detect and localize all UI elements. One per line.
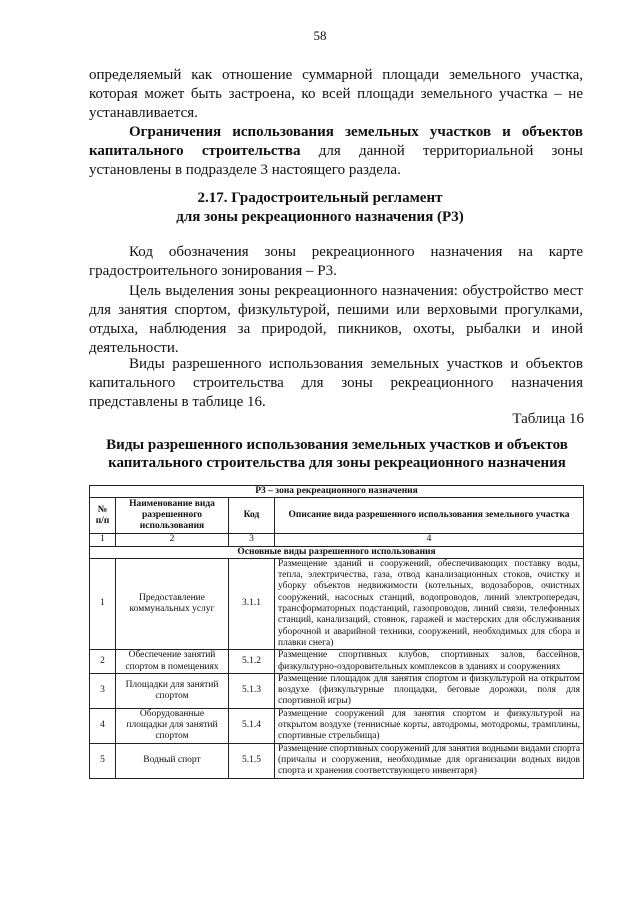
column-header-row [90,498,584,534]
row-name: Оборудованные площадки для занятий спортом [116,708,229,743]
col-number: 1 [90,534,116,546]
section-title-line-1: 2.17. Градостроительный регламент [197,190,443,206]
row-code: 3.1.1 [229,558,275,649]
row-code: 5.1.3 [229,673,275,708]
table-label: Таблица 16 [512,411,584,427]
col-number: 4 [275,534,584,546]
zone-header: Р3 – зона рекреационного назначения [90,486,584,498]
row-desc: Размещение спортивных клубов, спортивных залов, бассейнов, физкультурно-оздоровительных комплексов в зданиях и сооружениях [275,650,584,674]
table-row [90,708,584,743]
header-num: № п/п [90,498,116,534]
section-title-line-2: для зоны рекреационного назначения (Р3) [176,209,464,225]
row-desc: Размещение зданий и сооружений, обеспечивающих поставку воды, тепла, электричества, газа, отвод канализационных стоков, очистку и уборку объектов недвижимости (котельных, водозаборов, очистных сооружений, насосных станций, водопроводов, линий электропередач, трансформаторных подстанций, газопроводов, линий связи, телефонных станций, канализаций, стоянок, гаражей и мастерских для обслуживания уборочной и аварийной техники, сооружений, необходимых для сбора и плавки снега) [275,558,584,649]
row-name: Площадки для занятий спортом [116,673,229,708]
section-paragraph-3: Виды разрешенного использования земельных участков и объектов капитального строительства для зоны рекреационного назначения представлены в таблице 16. [89,356,583,410]
col-number: 3 [229,534,275,546]
page-number: 58 [313,28,327,43]
row-code: 5.1.5 [229,743,275,778]
col-number: 2 [116,534,229,546]
row-name: Обеспечение занятий спортом в помещениях [116,650,229,674]
intro-rest-text: для данной территориальной зоны установлены в подразделе 3 настоящего раздела. [89,143,583,178]
row-num: 1 [90,558,116,649]
header-desc: Описание вида разрешенного использования земельного участка [275,498,584,534]
row-name: Предоставление коммунальных услуг [116,558,229,649]
intro-paragraph-1: определяемый как отношение суммарной площади земельного участка, которая может быть застроена, ко всей площади земельного участка – не устанавливается. [89,67,583,121]
group-label: Основные виды разрешенного использования [90,546,584,558]
row-num: 5 [90,743,116,778]
row-num: 3 [90,673,116,708]
row-desc: Размещение спортивных сооружений для занятия водными видами спорта (причалы и сооружения, необходимые для организации водных видов спорта и хранения соответствующего инвентаря) [275,743,584,778]
group-header-row [90,546,584,558]
regulation-table [89,485,584,779]
row-num: 4 [90,708,116,743]
table-title-line-1: Виды разрешенного использования земельных участков и объектов [106,437,568,453]
section-paragraph-2: Цель выделения зоны рекреационного назначения: обустройство мест для занятия спортом, физкультурой, пешими или верховыми прогулками, отдыха, наблюдения за природой, пикников, охоты, рыбалки и иной деятельности. [89,283,583,356]
table-row [90,743,584,778]
row-desc: Размещение площадок для занятия спортом и физкультурой на открытом воздухе (физкультурные площадки, беговые дорожки, поля для спортивной игры) [275,673,584,708]
intro-paragraph-2 [89,123,583,180]
zone-header-row [90,486,584,498]
row-num: 2 [90,650,116,674]
table-row [90,650,584,674]
table-title-line-2: капитального строительства для зоны рекреационного назначения [108,455,566,471]
row-name: Водный спорт [116,743,229,778]
table-row [90,558,584,649]
row-code: 5.1.4 [229,708,275,743]
header-code: Код [229,498,275,534]
row-code: 5.1.2 [229,650,275,674]
section-paragraph-1: Код обозначения зоны рекреационного назначения на карте градостроительного зонирования – Р3. [89,244,583,279]
intro-bold-text: Ограничения использования земельных участков и объектов капитального строительства [89,124,583,159]
row-desc: Размещение сооружений для занятия спортом и физкультурой на открытом воздухе (теннисные корты, автодромы, мотодромы, трамплины, спортивные стрельбища) [275,708,584,743]
column-number-row [90,534,584,546]
table-row [90,673,584,708]
header-name: Наименование вида разрешенного использования [116,498,229,534]
